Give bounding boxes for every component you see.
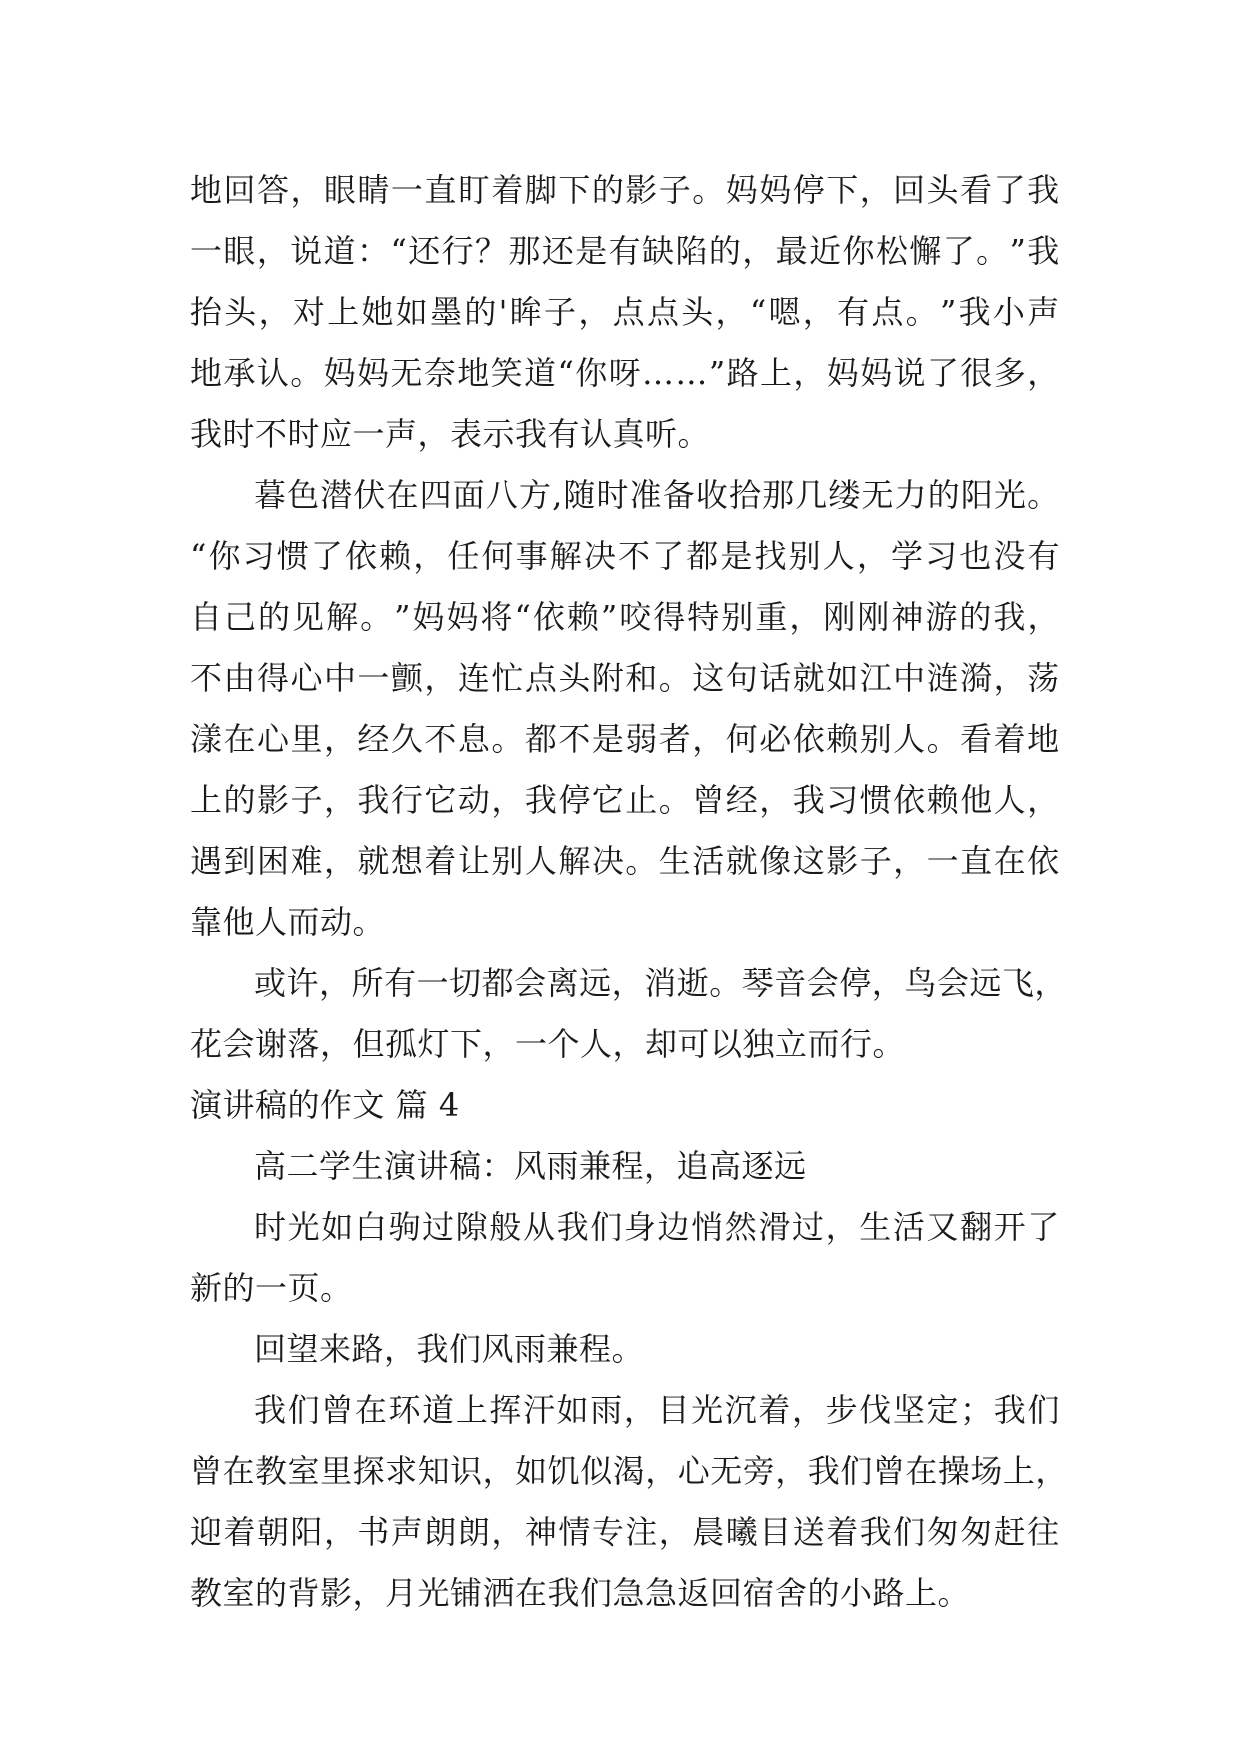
text-line: 迎 着 朝 阳 ， 书 声 朗 朗 ， 神 情 专 注 ， 晨 曦 目 送 着 我 们 匆 匆 赶 往 bbox=[190, 1513, 1060, 1551]
text-line: 遇 到 困 难 ， 就 想 着 让 别 人 解 决 。 生 活 就 像 这 影 子 ， 一 直 在 依 bbox=[190, 842, 1060, 880]
text-line: 新的一页。 bbox=[190, 1269, 353, 1307]
text-line: 回望来路，我们风雨兼程。 bbox=[254, 1330, 645, 1368]
text-line: 一 眼 ， 说 道 ： “ 还 行 ？ 那 还 是 有 缺 陷 的 ， 最 近 你 松 懈 了 。 ” 我 bbox=[190, 232, 1060, 270]
text-line: 自 己 的 见 解 。 ” 妈 妈 将 “ 依 赖 ” 咬 得 特 别 重 ， 刚 刚 神 游 的 我 ， bbox=[190, 598, 1060, 636]
section-heading: 演讲稿的作文 篇 4 bbox=[190, 1086, 460, 1124]
text-line: 高二学生演讲稿：风雨兼程，追高逐远 bbox=[254, 1147, 807, 1185]
text-line: 靠他人而动。 bbox=[190, 903, 386, 941]
text-line: 我时不时应一声，表示我有认真听。 bbox=[190, 415, 711, 453]
document-body bbox=[190, 160, 1068, 1624]
text-line: 地 承 认 。 妈 妈 无 奈 地 笑 道 “ 你 呀 … … ” 路 上 ， 妈 妈 说 了 很 多 ， bbox=[190, 354, 1060, 392]
text-line: 上 的 影 子 ， 我 行 它 动 ， 我 停 它 止 。 曾 经 ， 我 习 惯 依 赖 他 人 ， bbox=[190, 781, 1060, 819]
text-line: 抬 头 ， 对 上 她 如 墨 的 ' 眸 子 ， 点 点 头 ， “ 嗯 ， 有 点 。 ” 我 小 声 bbox=[190, 293, 1060, 331]
text-line: 花会谢落，但孤灯下，一个人，却可以独立而行。 bbox=[190, 1025, 906, 1063]
text-line: 地 回 答 ， 眼 睛 一 直 盯 着 脚 下 的 影 子 。 妈 妈 停 下 ， 回 头 看 了 我 bbox=[190, 171, 1060, 209]
text-line: “ 你 习 惯 了 依 赖 ， 任 何 事 解 决 不 了 都 是 找 别 人 ， 学 习 也 没 有 bbox=[190, 537, 1060, 575]
text-line: 时 光 如 白 驹 过 隙 般 从 我 们 身 边 悄 然 滑 过 ， 生 活 又 翻 开 了 bbox=[254, 1208, 1060, 1246]
text-line: 或 许 ， 所 有 一 切 都 会 离 远 ， 消 逝 。 琴 音 会 停 ， 鸟 会 远 飞 ， bbox=[254, 964, 1067, 1002]
text-line: 教室的背影，月光铺洒在我们急急返回宿舍的小路上。 bbox=[190, 1574, 971, 1612]
text-line: 暮 色 潜 伏 在 四 面 八 方 , 随 时 准 备 收 拾 那 几 缕 无 力 的 阳 光 。 bbox=[254, 476, 1060, 514]
text-line: 我 们 曾 在 环 道 上 挥 汗 如 雨 ， 目 光 沉 着 ， 步 伐 坚 定 ； 我 们 bbox=[254, 1391, 1060, 1429]
text-line: 不 由 得 心 中 一 颤 ， 连 忙 点 头 附 和 。 这 句 话 就 如 江 中 涟 漪 ， 荡 bbox=[190, 659, 1060, 697]
text-line: 曾 在 教 室 里 探 求 知 识 ， 如 饥 似 渴 ， 心 无 旁 ， 我 们 曾 在 操 场 上 ， bbox=[190, 1452, 1068, 1490]
text-line: 漾 在 心 里 ， 经 久 不 息 。 都 不 是 弱 者 ， 何 必 依 赖 别 人 。 看 着 地 bbox=[190, 720, 1060, 758]
